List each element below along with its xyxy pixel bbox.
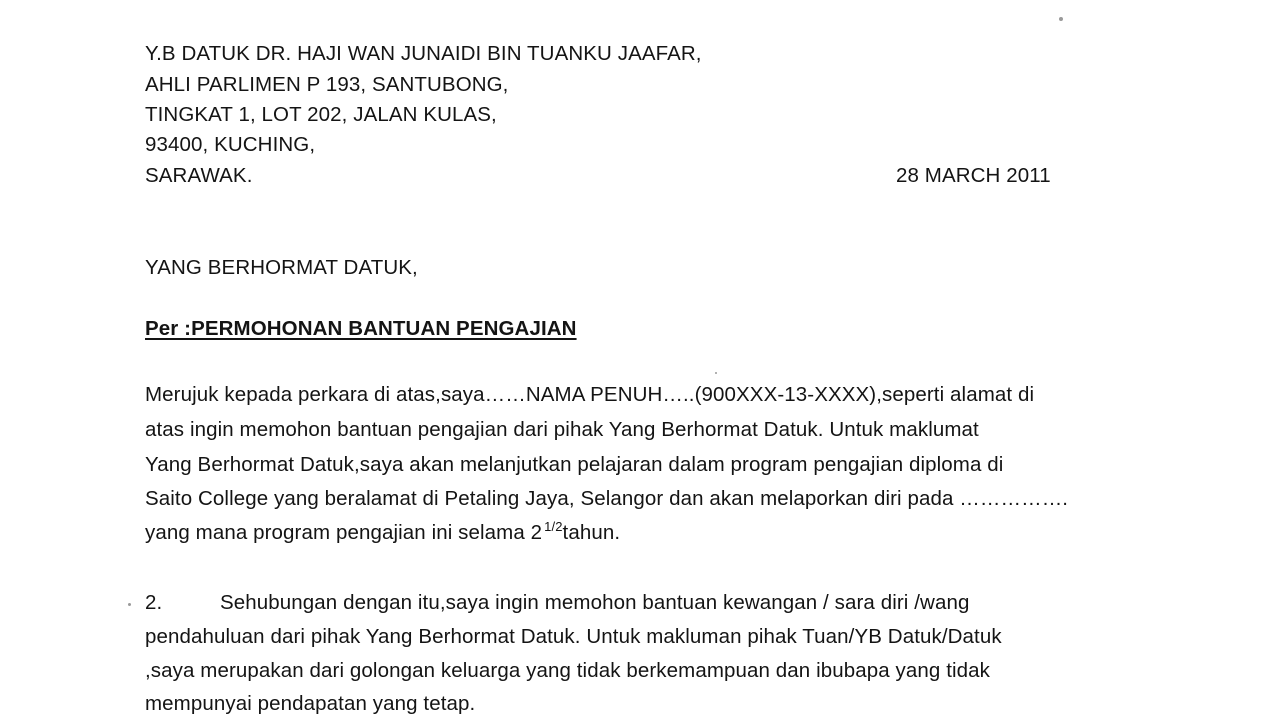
recipient-address-line: AHLI PARLIMEN P 193, SANTUBONG, bbox=[145, 73, 509, 96]
fraction-superscript: 1/2 bbox=[544, 519, 563, 534]
paragraph-line: atas ingin memohon bantuan pengajian dari pihak Yang Berhormat Datuk. Untuk maklumat bbox=[145, 418, 979, 441]
paragraph-text: tahun. bbox=[562, 521, 621, 544]
recipient-address-line: TINGKAT 1, LOT 202, JALAN KULAS, bbox=[145, 103, 497, 126]
recipient-address-line: 93400, KUCHING, bbox=[145, 133, 316, 156]
paragraph-line: Yang Berhormat Datuk,saya akan melanjutkan pelajaran dalam program pengajian diploma di bbox=[145, 453, 1004, 476]
paragraph-line bbox=[145, 519, 621, 544]
paragraph-line: Merujuk kepada perkara di atas,saya……NAMA PENUH…..(900XXX-13-XXXX),seperti alamat di bbox=[145, 383, 1035, 406]
paragraph-number: 2. bbox=[145, 591, 163, 614]
letter-date: 28 MARCH 2011 bbox=[896, 164, 1051, 187]
salutation: YANG BERHORMAT DATUK, bbox=[145, 256, 418, 279]
paragraph-line: Sehubungan dengan itu,saya ingin memohon bantuan kewangan / sara diri /wang bbox=[220, 591, 970, 614]
recipient-name: Y.B DATUK DR. HAJI WAN JUNAIDI BIN TUANKU JAAFAR, bbox=[145, 42, 702, 65]
scan-speck bbox=[1059, 17, 1063, 21]
subject-heading: Per :PERMOHONAN BANTUAN PENGAJIAN bbox=[145, 317, 577, 340]
paragraph-line: Saito College yang beralamat di Petaling Jaya, Selangor dan akan melaporkan diri pada ……………. bbox=[145, 487, 1069, 510]
recipient-address-line: SARAWAK. bbox=[145, 164, 253, 187]
paragraph-line: mempunyai pendapatan yang tetap. bbox=[145, 692, 476, 715]
scan-speck bbox=[128, 603, 131, 606]
paragraph-line: pendahuluan dari pihak Yang Berhormat Datuk. Untuk makluman pihak Tuan/YB Datuk/Datuk bbox=[145, 625, 1002, 648]
paragraph-text: yang mana program pengajian ini selama 2 bbox=[145, 521, 543, 544]
scan-speck bbox=[715, 372, 717, 374]
paragraph-line: ,saya merupakan dari golongan keluarga yang tidak berkemampuan dan ibubapa yang tidak bbox=[145, 659, 991, 682]
